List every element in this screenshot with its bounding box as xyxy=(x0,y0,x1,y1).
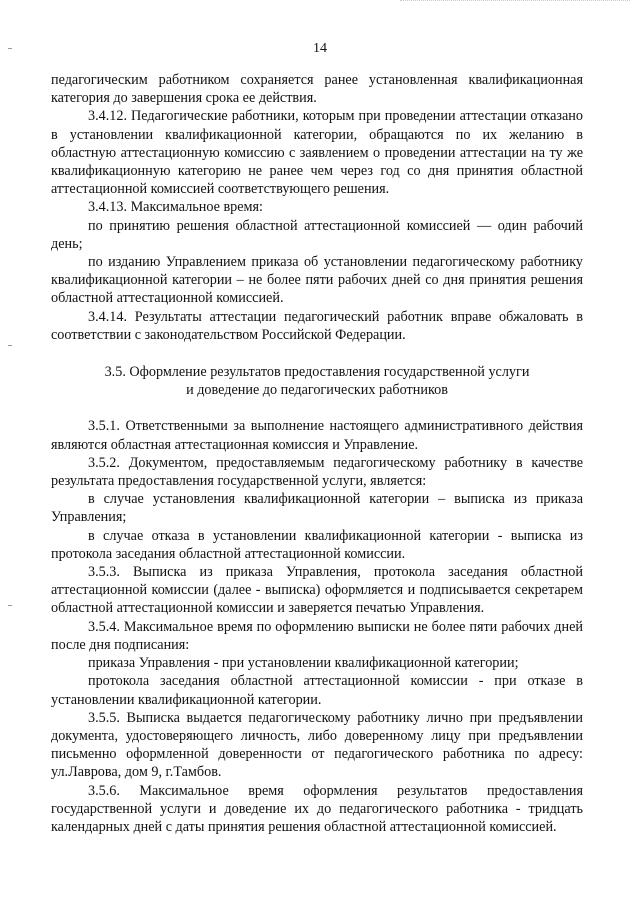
paragraph: 3.5.1. Ответственными за выполнение настоящего административного действия являются областная аттестационная комиссия и Управление. xyxy=(51,418,583,453)
top-paragraphs xyxy=(51,71,583,344)
paragraph: протокола заседания областной аттестационной комиссии - при отказе в установлении квалификационной категории. xyxy=(51,673,583,708)
paragraph: в случае установления квалификационной категории – выписка из приказа Управления; xyxy=(51,491,583,526)
bottom-paragraphs xyxy=(51,417,583,836)
document-body xyxy=(51,71,583,836)
paragraph: по принятию решения областной аттестационной комиссией — один рабочий день; xyxy=(51,217,583,252)
paragraph: 3.5.6. Максимальное время оформления результатов предоставления государственной услуги и доведение их до педагогического работника - тридцать календарных дней с даты принятия решения областной аттестационной комиссией. xyxy=(51,782,583,835)
paragraph: 3.5.5. Выписка выдается педагогическому работнику лично при предъявлении документа, удостоверяющего личность, либо доверенному лицу при предъявлении письменно оформленной доверенности от педагогического работника по адресу: ул.Лаврова, дом 9, г.Тамбов. xyxy=(51,709,583,781)
paragraph: 3.5.4. Максимальное время по оформлению выписки не более пяти рабочих дней после дня подписания: xyxy=(51,618,583,653)
paragraph: в случае отказа в установлении квалификационной категории - выписка из протокола заседания областной аттестационной комиссии. xyxy=(51,527,583,562)
paragraph: 3.4.12. Педагогические работники, которым при проведении аттестации отказано в установлении квалификационной категории, обращаются по их желанию в областную аттестационную комиссию с заявлением о проведении аттестации на ту же квалификационную категорию не ранее чем через год со дня принятия областной аттестационной комиссией соответствующего решения. xyxy=(51,108,583,198)
scan-edge-mark xyxy=(8,345,12,346)
section-heading-line-2: и доведение до педагогических работников xyxy=(186,382,448,399)
scan-artifact-marks xyxy=(400,0,630,7)
paragraph: педагогическим работником сохраняется ранее установленная квалификационная категория до завершения срока ее действия. xyxy=(51,72,583,107)
paragraph: приказа Управления - при установлении квалификационной категории; xyxy=(88,655,519,672)
page-number: 14 xyxy=(313,41,327,56)
paragraph: 3.5.2. Документом, предоставляемым педагогическому работнику в качестве результата предоставления государственной услуги, является: xyxy=(51,454,583,490)
paragraph: 3.4.13. Максимальное время: xyxy=(88,199,263,216)
paragraph: 3.4.14. Результаты аттестации педагогический работник вправе обжаловать в соответствии с законодательством Российской Федерации. xyxy=(51,308,583,343)
paragraph: 3.5.3. Выписка из приказа Управления, протокола заседания областной аттестационной комиссии (далее - выписка) оформляется и подписывается секретарем областной аттестационной комиссии и заверяется печатью Управления. xyxy=(51,564,583,617)
section-heading xyxy=(51,363,583,399)
section-heading-line-1: 3.5. Оформление результатов предоставления государственной услуги xyxy=(104,364,530,381)
paragraph: по изданию Управлением приказа об установлении педагогическому работнику квалификационной категории – не более пяти рабочих дней со дня принятия решения областной аттестационной комиссией. xyxy=(51,254,583,307)
scan-edge-mark xyxy=(8,605,12,606)
